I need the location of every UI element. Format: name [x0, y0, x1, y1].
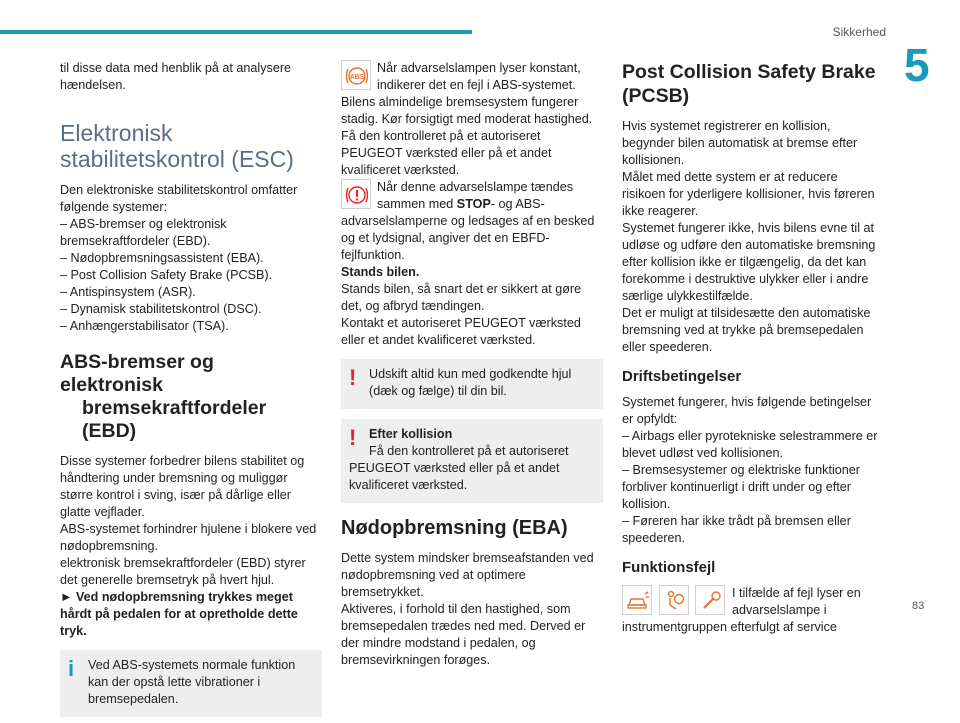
stop-car-text: Stands bilen, så snart det er sikkert at gøre det, og afbryd tændingen.	[341, 282, 582, 313]
chapter-title: Sikkerhed	[832, 25, 886, 39]
header-accent-bar	[0, 30, 472, 34]
brake-warning-lamp-icon	[341, 179, 371, 209]
pcsb-paragraph: Systemet fungerer ikke, hvis bilens evne til at udløse og udføre den automatiske bremsning efter kollision ikke er tilgængelig, da det kan forekomme i destruktive ulykker eller i andre særlige ulykkestilfælde.	[622, 221, 876, 303]
abs-instruction: ► Ved nødopbremsning trykkes meget hårdt på pedalen for at opretholde dette tryk.	[60, 590, 298, 638]
esc-list-item: – ABS-bremser og elektronisk bremsekraftfordeler (EBD).	[60, 217, 227, 248]
pcsb-paragraph: Hvis systemet registrerer en kollision, begynder bilen automatisk at bremse efter kollisionen.	[622, 119, 858, 167]
eba-text-2: Aktiveres, i forhold til den hastighed, som bremsepedalen trædes ned med. Derved er der mindre modstand i pedalen, og bremsevirkningen forøges.	[341, 602, 586, 667]
pcsb-heading: Post Collision Safety Brake (PCSB)	[622, 61, 876, 107]
column-3	[622, 60, 884, 636]
column-2	[341, 60, 603, 669]
abs-warning-lamp-icon	[341, 60, 371, 90]
warning-exclamation-icon: !	[349, 425, 357, 450]
brake-warning-text-b: - og ABS-advarselslamperne og ledsages af en besked og et lydsignal, angiver det en EBFD-fejlfunktion.	[341, 197, 595, 262]
stop-label: STOP	[456, 197, 491, 211]
pcsb-paragraph: Det er muligt at tilsidesætte den automatiske bremsning ved at trykke på bremsepedalen eller speederen.	[622, 306, 871, 354]
warning-box-wheels	[341, 359, 603, 409]
conditions-list-item: – Føreren har ikke trådt på bremsen eller speederen.	[622, 514, 851, 545]
brake-warning-text-a: Når denne advarselslampe tændes sammen med	[377, 180, 574, 211]
eba-text: Dette system mindsker bremseafstanden ved nødopbremsning ved at optimere bremsetrykket.	[341, 551, 594, 599]
fault-heading: Funktionsfejl	[622, 559, 716, 576]
info-icon: i	[68, 656, 75, 681]
esc-list-item: – Anhængerstabilisator (TSA).	[60, 319, 229, 333]
abs-paragraph: ABS-systemet forhindrer hjulene i blokere ved nødopbremsning.	[60, 522, 317, 553]
info-box-text: Ved ABS-systemets normale funktion kan der opstå lette vibrationer i bremsepedalen.	[88, 658, 296, 706]
intro-text: til disse data med henblik på at analysere hændelsen.	[60, 61, 292, 92]
esc-list-item: – Antispinsystem (ASR).	[60, 285, 196, 299]
warning-box-text	[349, 443, 595, 494]
esc-list-item: – Nødopbremsningsassistent (EBA).	[60, 251, 264, 265]
abs-warning-continued: Bilens almindelige bremsesystem fungerer stadig. Kør forsigtigt med moderat hastighed.	[341, 95, 593, 126]
car-collision-icon	[622, 585, 652, 615]
conditions-heading: Driftsbetingelser	[622, 368, 742, 385]
warning-box-title: Efter kollision	[369, 427, 453, 441]
abs-heading-line-1: ABS-bremser og elektronisk	[60, 351, 214, 396]
fault-block	[622, 585, 884, 636]
fault-text: I tilfælde af fejl lyser en advarselslampe i instrumentgruppen efterfulgt af service	[622, 586, 861, 634]
chapter-number: 5	[904, 39, 930, 91]
esc-list-item: – Post Collision Safety Brake (PCSB).	[60, 268, 273, 282]
abs-paragraph: Disse systemer forbedrer bilens stabilitet og håndtering under bremsning og muliggør større kontrol i sving, især på dårlige eller glatte vejflader.	[60, 454, 305, 519]
info-box	[60, 650, 322, 717]
column-1	[60, 60, 322, 723]
abs-warning-contact: Få den kontrolleret på et autoriseret PEUGEOT værksted eller på et andet kvalificeret værksted.	[341, 129, 552, 177]
esc-heading-line-2: stabilitetskontrol (ESC)	[60, 146, 294, 172]
esc-heading	[60, 120, 322, 172]
esc-heading-line-1: Elektronisk	[60, 120, 173, 146]
esc-intro: Den elektroniske stabilitetskontrol omfatter følgende systemer:	[60, 183, 298, 214]
warning-box-collision	[341, 419, 603, 503]
abs-paragraph: elektronisk bremsekraftfordeler (EBD) styrer det generelle bremsetryk på hvert hjul.	[60, 556, 306, 587]
page-number: 83	[912, 600, 925, 612]
conditions-list-item: – Airbags eller pyrotekniske selestrammere er blevet udløst ved kollisionen.	[622, 429, 878, 460]
abs-warning-block	[341, 60, 603, 179]
contact-workshop-text: Kontakt et autoriseret PEUGEOT værksted eller et andet kvalificeret værksted.	[341, 316, 581, 347]
abs-heading-line-2: bremsekraftfordeler (EBD)	[82, 397, 267, 442]
pcsb-paragraph: Målet med dette system er at reducere risikoen for yderligere kollisioner, hvis føreren ikke reagerer.	[622, 170, 875, 218]
abs-warning-text: Når advarselslampen lyser konstant, indikerer det en fejl i ABS-systemet.	[377, 61, 581, 92]
eba-heading: Nødopbremsning (EBA)	[341, 517, 568, 539]
abs-heading	[60, 351, 322, 443]
warning-box-text: Udskift altid kun med godkendte hjul (dæk og fælge) til din bil.	[369, 367, 572, 398]
brake-warning-text	[341, 179, 603, 264]
esc-list-item: – Dynamisk stabilitetskontrol (DSC).	[60, 302, 262, 316]
warning-exclamation-icon: !	[349, 365, 357, 390]
wrench-icon	[695, 585, 725, 615]
conditions-list-item: – Bremsesystemer og elektriske funktioner forbliver kontinuerligt i drift under og efter kollision.	[622, 463, 860, 511]
abs-icon-label: ABS	[349, 74, 365, 81]
warning-box-text-content: Få den kontrolleret på et autoriseret PEUGEOT værksted eller på et andet kvalificeret værksted.	[349, 444, 569, 492]
conditions-intro: Systemet fungerer, hvis følgende betingelser er opfyldt:	[622, 395, 872, 426]
fault-icons	[622, 585, 728, 615]
stop-car-heading: Stands bilen.	[341, 265, 420, 279]
brake-warning-block	[341, 179, 603, 349]
airbag-icon	[659, 585, 689, 615]
